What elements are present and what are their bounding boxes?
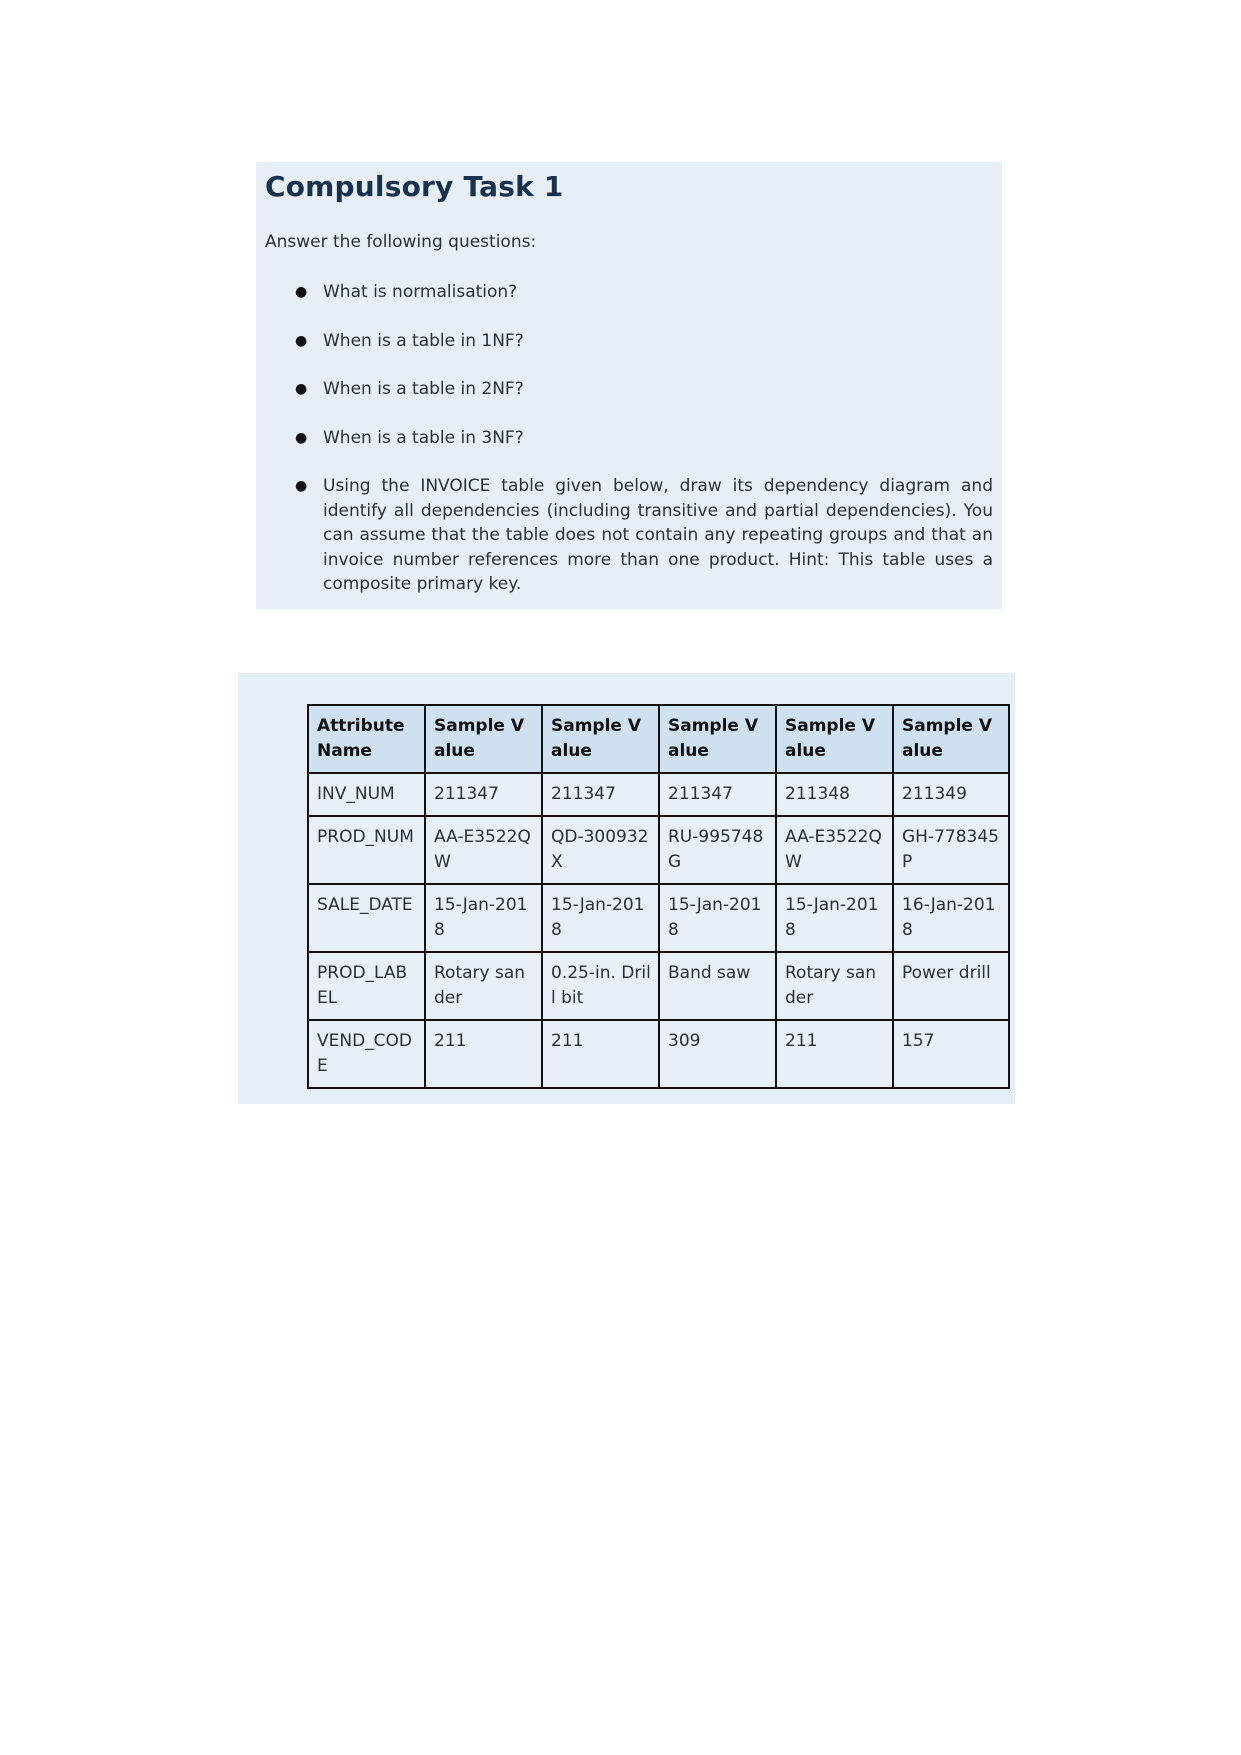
attribute-cell: PROD_LABEL bbox=[308, 952, 425, 1020]
bullet-icon: ● bbox=[295, 284, 308, 300]
task-box bbox=[256, 162, 1002, 609]
value-cell: AA-E3522QW bbox=[425, 816, 542, 884]
value-cell: 16-Jan-2018 bbox=[893, 884, 1009, 952]
attribute-cell: PROD_NUM bbox=[308, 816, 425, 884]
invoice-table-box bbox=[238, 673, 1015, 1104]
value-cell: 15-Jan-2018 bbox=[776, 884, 893, 952]
value-cell: 309 bbox=[659, 1020, 776, 1088]
value-cell: AA-E3522QW bbox=[776, 816, 893, 884]
value-cell: 211 bbox=[542, 1020, 659, 1088]
value-cell: 211347 bbox=[659, 773, 776, 816]
question-item bbox=[256, 280, 1002, 305]
table-header-row bbox=[308, 705, 1009, 773]
value-cell: GH-778345P bbox=[893, 816, 1009, 884]
question-item bbox=[256, 474, 1002, 597]
header-sample-value: Sample Value bbox=[542, 705, 659, 773]
bullet-icon: ● bbox=[295, 332, 308, 349]
attribute-cell: VEND_CODE bbox=[308, 1020, 425, 1088]
task-title: Compulsory Task 1 bbox=[265, 170, 564, 203]
invoice-table bbox=[307, 704, 1010, 1089]
value-cell: 157 bbox=[893, 1020, 1009, 1088]
header-sample-value: Sample Value bbox=[776, 705, 893, 773]
header-sample-value: Sample Value bbox=[893, 705, 1009, 773]
value-cell: Rotary sander bbox=[425, 952, 542, 1020]
table-row bbox=[308, 952, 1009, 1020]
attribute-cell: SALE_DATE bbox=[308, 884, 425, 952]
value-cell: 211347 bbox=[425, 773, 542, 816]
task-intro: Answer the following questions: bbox=[265, 232, 537, 252]
table-row bbox=[308, 816, 1009, 884]
value-cell: 211 bbox=[776, 1020, 893, 1088]
bullet-icon: ● bbox=[295, 478, 308, 494]
value-cell: 211349 bbox=[893, 773, 1009, 816]
question-item bbox=[256, 426, 1002, 451]
value-cell: 211 bbox=[425, 1020, 542, 1088]
table-row bbox=[308, 1020, 1009, 1088]
value-cell: Band saw bbox=[659, 952, 776, 1020]
header-sample-value: Sample Value bbox=[659, 705, 776, 773]
value-cell: RU-995748G bbox=[659, 816, 776, 884]
question-text: Using the INVOICE table given below, draw its dependency diagram and identify all dependencies (including transitive and partial dependencies). You can assume that the table does not contain any repeating groups and that an invoice number references more than one product. Hint: This table uses a composite primary key. bbox=[323, 476, 993, 594]
question-item bbox=[256, 329, 1002, 354]
question-item bbox=[256, 377, 1002, 402]
question-text: When is a table in 1NF? bbox=[323, 330, 524, 351]
question-text: What is normalisation? bbox=[323, 282, 518, 302]
header-sample-value: Sample Value bbox=[425, 705, 542, 773]
table-row bbox=[308, 884, 1009, 952]
attribute-cell: INV_NUM bbox=[308, 773, 425, 816]
table-row bbox=[308, 773, 1009, 816]
question-text: When is a table in 3NF? bbox=[323, 427, 524, 448]
value-cell: 211347 bbox=[542, 773, 659, 816]
value-cell: 15-Jan-2018 bbox=[542, 884, 659, 952]
value-cell: 0.25-in. Drill bit bbox=[542, 952, 659, 1020]
bullet-icon: ● bbox=[295, 429, 308, 446]
question-list bbox=[256, 280, 1002, 597]
value-cell: Power drill bbox=[893, 952, 1009, 1020]
value-cell: 15-Jan-2018 bbox=[659, 884, 776, 952]
question-text: When is a table in 2NF? bbox=[323, 379, 524, 399]
value-cell: Rotary sander bbox=[776, 952, 893, 1020]
header-attribute-name: Attribute Name bbox=[308, 705, 425, 773]
value-cell: 211348 bbox=[776, 773, 893, 816]
bullet-icon: ● bbox=[295, 381, 308, 397]
value-cell: QD-300932X bbox=[542, 816, 659, 884]
value-cell: 15-Jan-2018 bbox=[425, 884, 542, 952]
